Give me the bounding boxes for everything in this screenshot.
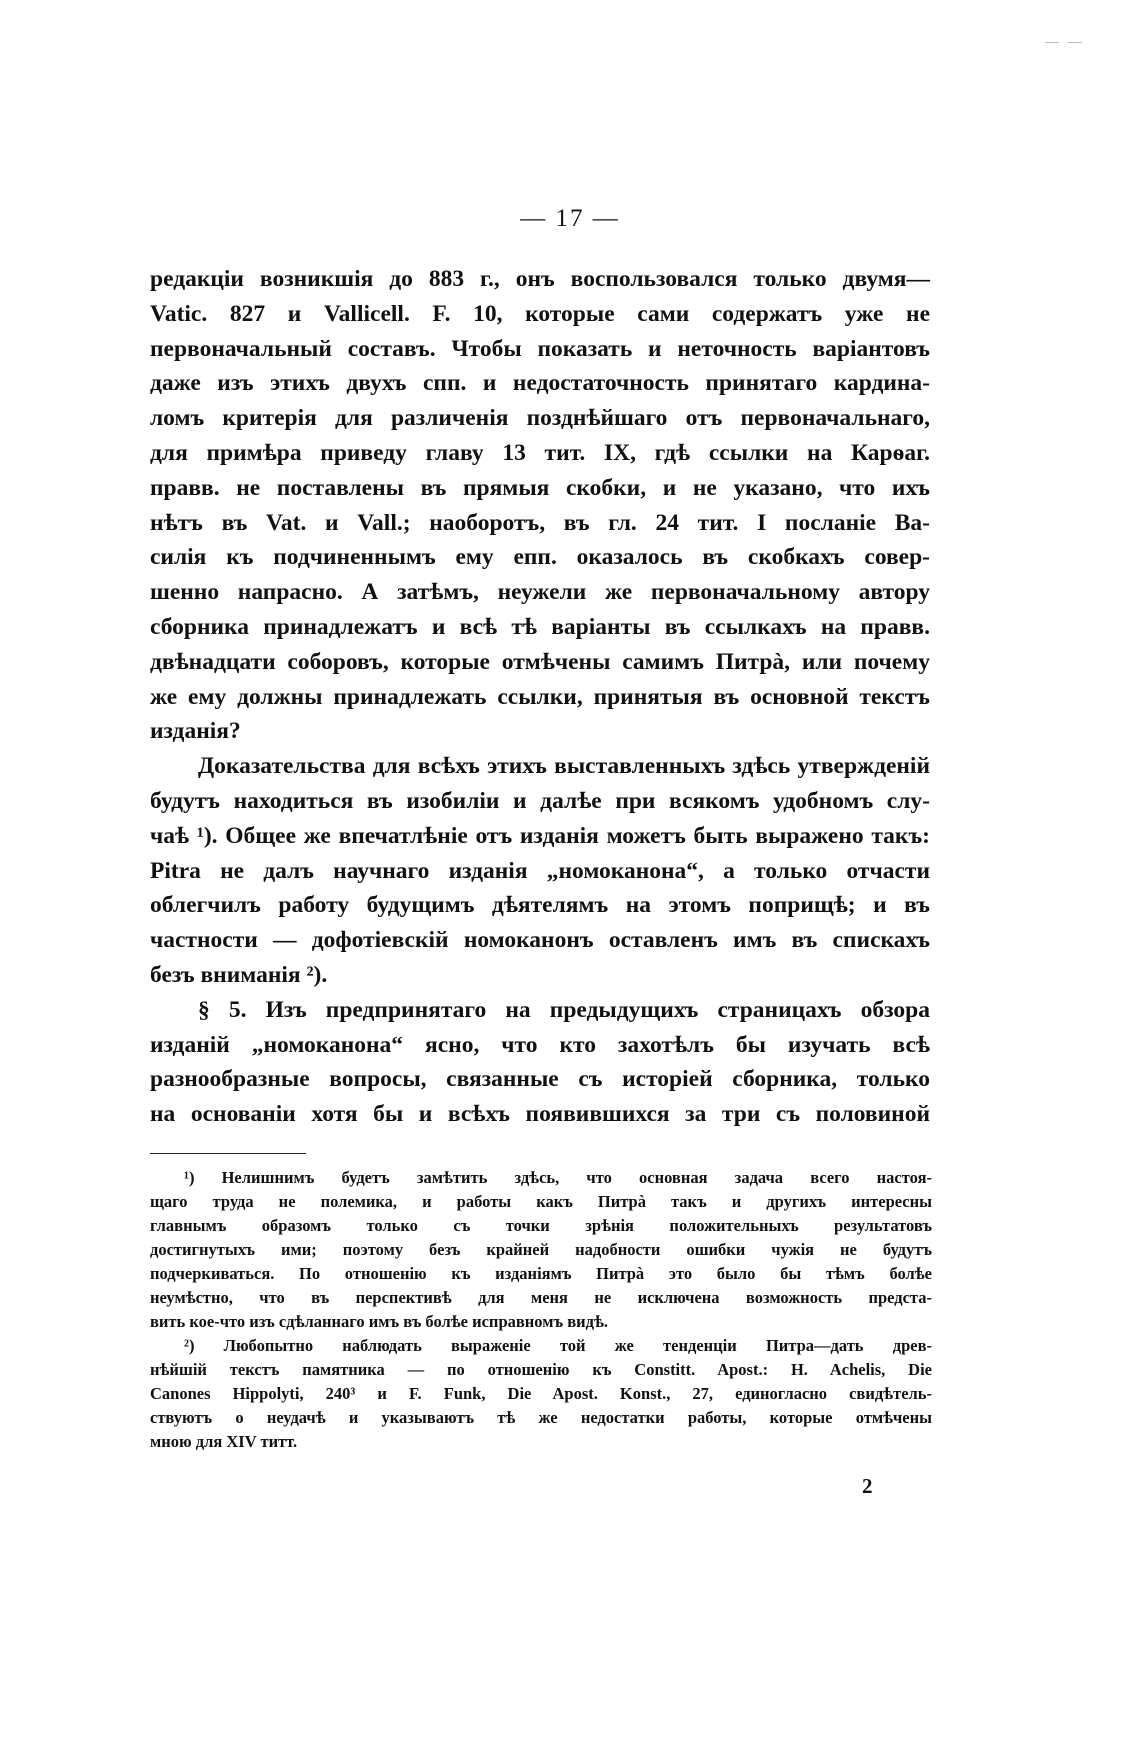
text-line: сборника принадлежатъ и всѣ тѣ варіанты въ ссылкахъ на правв. <box>150 613 930 640</box>
text-line: изданій „номоканона“ ясно, что кто захотѣлъ бы изучать всѣ <box>150 1031 930 1058</box>
footnote-line: подчеркиваться. По отношенію къ изданіямъ Питрà это было бы тѣмъ болѣе <box>150 1264 932 1283</box>
page-number: — 17 — <box>520 205 620 232</box>
text-line: на основаніи хотя бы и всѣхъ появившихся за три съ половиной <box>150 1101 930 1128</box>
footnote-line: ствуютъ о неудачѣ и указываютъ тѣ же недостатки работы, которые отмѣчены <box>150 1408 932 1427</box>
margin-mark <box>1068 42 1082 43</box>
footnote-line: главнымъ образомъ только съ точки зрѣнія положительныхъ результатовъ <box>150 1216 932 1235</box>
text-line: чаѣ ¹). Общее же впечатлѣніе отъ изданія можетъ быть выражено такъ: <box>150 822 930 849</box>
text-line: для примѣра приведу главу 13 тит. IX, гдѣ ссылки на Карѳаг. <box>150 439 930 466</box>
main-text <box>150 262 930 1132</box>
text-line: облегчилъ работу будущимъ дѣятелямъ на этомъ поприщѣ; и въ <box>150 892 930 919</box>
footnotes <box>150 1166 932 1454</box>
footnote-line: нѣйшій текстъ памятника — по отношенію къ Constitt. Apost.: H. Achelis, Die <box>150 1360 932 1379</box>
text-line: двѣнадцати соборовъ, которые отмѣчены самимъ Питрà, или почему <box>150 648 930 675</box>
text-line: первоначальный составъ. Чтобы показать и неточность варіантовъ <box>150 335 930 362</box>
text-line: даже изъ этихъ двухъ спп. и недостаточность принятаго кардина- <box>150 370 930 397</box>
margin-mark <box>1045 42 1059 43</box>
text-line: Доказательства для всѣхъ этихъ выставленныхъ здѣсь утвержденій <box>198 753 930 780</box>
text-line: правв. не поставлены въ прямыя скобки, и не указано, что ихъ <box>150 474 930 501</box>
text-line: изданія? <box>150 718 241 745</box>
text-line: шенно напрасно. А затѣмъ, неужели же первоначальному автору <box>150 579 930 606</box>
footnote-line: ¹) Нелишнимъ будетъ замѣтить здѣсь, что основная задача всего настоя- <box>184 1168 932 1187</box>
footnote-line: достигнутыхъ ими; поэтому безъ крайней надобности ошибки чужія не будутъ <box>150 1240 932 1259</box>
footnote-line: мною для XIV титт. <box>150 1432 298 1451</box>
text-line: § 5. Изъ предпринятаго на предыдущихъ страницахъ обзора <box>198 996 930 1023</box>
footnote-line: ²) Любопытно наблюдать выраженіе той же тенденціи Питра—дать древ- <box>184 1336 932 1355</box>
footnote-divider <box>150 1153 306 1154</box>
text-line: редакціи возникшія до 883 г., онъ воспользовался только двумя— <box>150 266 930 292</box>
text-line: нѣтъ въ Vat. и Vall.; наоборотъ, въ гл. 24 тит. I посланіе Ва- <box>150 509 930 536</box>
footnote-line: неумѣстно, что въ перспективѣ для меня не исключена возможность предста- <box>150 1288 932 1307</box>
signature-mark: 2 <box>862 1474 873 1498</box>
text-line: будутъ находиться въ изобиліи и далѣе при всякомъ удобномъ слу- <box>150 787 930 814</box>
text-line: силія къ подчиненнымъ ему епп. оказалось въ скобкахъ совер- <box>150 544 930 571</box>
text-line: же ему должны принадлежать ссылки, принятыя въ основной текстъ <box>150 683 930 710</box>
text-line: ломъ критерія для различенія позднѣйшаго отъ первоначальнаго, <box>150 405 930 432</box>
text-line: Vatic. 827 и Vallicell. F. 10, которые сами содержатъ уже не <box>150 300 930 327</box>
text-line: Pitra не далъ научнаго изданія „номоканона“, а только отчасти <box>150 857 930 884</box>
footnote-line: Canones Hippolyti, 240³ и F. Funk, Die Apost. Konst., 27, единогласно свидѣтель- <box>150 1384 932 1403</box>
text-line: частности — дофотіевскій номоканонъ оставленъ имъ въ спискахъ <box>150 927 930 954</box>
footnote-line: вить кое-что изъ сдѣланнаго имъ въ болѣе исправномъ видѣ. <box>150 1312 608 1331</box>
text-line: разнообразные вопросы, связанные съ исторіей сборника, только <box>150 1066 930 1093</box>
footnote-line: щаго труда не полемика, и работы какъ Питрà такъ и другихъ интересны <box>150 1192 932 1211</box>
text-line: безъ вниманія ²). <box>150 961 328 988</box>
